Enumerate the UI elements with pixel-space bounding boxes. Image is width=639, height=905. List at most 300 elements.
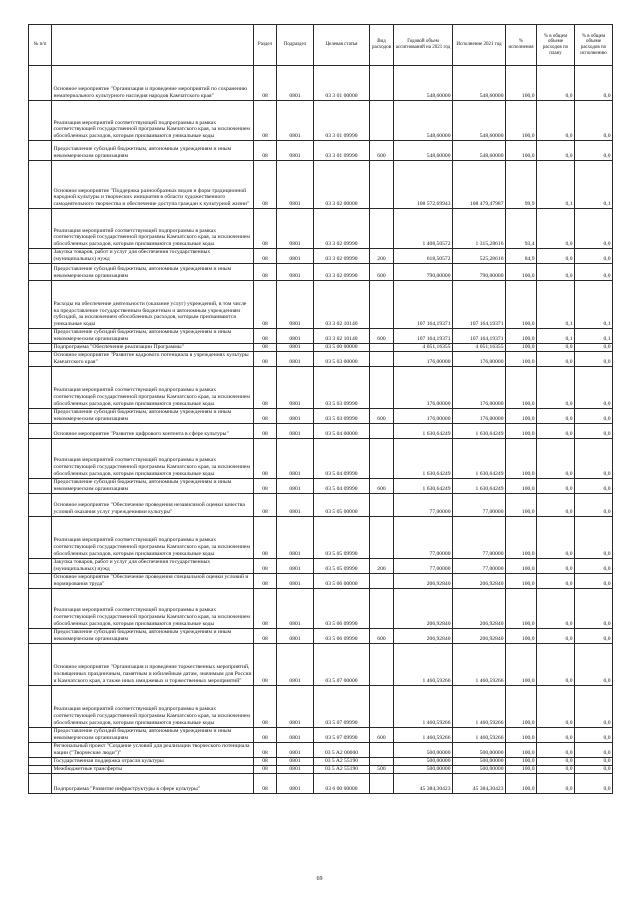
row-share-plan: 0,0 <box>537 643 575 685</box>
row-share-executed: 0,1 <box>575 329 613 344</box>
table-header-row <box>29 25 613 66</box>
row-subsection: 0801 <box>277 438 314 478</box>
row-plan: 45 384,30423 <box>394 773 453 793</box>
row-name: Предоставление субсидий бюджетным, автономным учреждениям и иным некоммерческим организациям <box>52 329 254 344</box>
row-subsection: 0801 <box>277 366 314 408</box>
table-row <box>29 628 613 643</box>
row-name: Основное мероприятие "Организация и проведение торжественных мероприятий, посвященных праздничным, памятным и юбилейным датам, значимым для России и Камчатского края, а также иных имиджевых и торжественных мероприятий" <box>52 643 254 685</box>
row-executed: 500,00000 <box>453 757 506 765</box>
row-plan: 1 460,59266 <box>394 727 453 742</box>
row-executed: 548,60000 <box>453 101 506 141</box>
row-percent: 100,0 <box>506 438 537 478</box>
row-expense-type <box>370 351 394 366</box>
row-name: Предоставление субсидий бюджетным, автономным учреждениям и иным некоммерческим организациям <box>52 478 254 493</box>
row-percent: 100,0 <box>506 493 537 516</box>
row-section: 08 <box>254 264 277 281</box>
table-row <box>29 493 613 516</box>
row-executed: 1 630,64249 <box>453 478 506 493</box>
row-share-plan: 0,1 <box>537 161 575 209</box>
row-plan: 206,92840 <box>394 573 453 588</box>
row-executed: 1 315,28616 <box>453 209 506 249</box>
row-number <box>29 643 52 685</box>
row-name: Основное мероприятие "Развитие кадрового потенциала в учреждениях культуры Камчатского края" <box>52 351 254 366</box>
row-plan: 548,60000 <box>394 66 453 101</box>
row-subsection: 0801 <box>277 423 314 438</box>
row-number <box>29 209 52 249</box>
table-body <box>29 66 613 794</box>
row-subsection: 0801 <box>277 343 314 351</box>
row-subsection: 0801 <box>277 558 314 573</box>
row-number <box>29 685 52 727</box>
table-row <box>29 727 613 742</box>
row-number <box>29 66 52 101</box>
row-subsection: 0801 <box>277 742 314 757</box>
row-section: 08 <box>254 765 277 773</box>
row-share-executed: 0,0 <box>575 366 613 408</box>
row-subsection: 0801 <box>277 643 314 685</box>
row-section: 08 <box>254 727 277 742</box>
header-share-executed: % в общем объеме расходов по исполнению <box>575 25 613 66</box>
row-subsection: 0801 <box>277 101 314 141</box>
row-share-plan: 0,0 <box>537 493 575 516</box>
row-share-plan: 0,0 <box>537 264 575 281</box>
row-target-article: 03 3 02 09990 <box>314 209 370 249</box>
row-executed: 500,00000 <box>453 742 506 757</box>
row-target-article: 03 3 02 09990 <box>314 264 370 281</box>
row-executed: 206,92840 <box>453 573 506 588</box>
row-target-article: 03 5 03 00000 <box>314 351 370 366</box>
row-subsection: 0801 <box>277 329 314 344</box>
row-share-executed: 0,0 <box>575 408 613 423</box>
row-share-plan: 0,0 <box>537 558 575 573</box>
row-number <box>29 558 52 573</box>
row-executed: 77,00000 <box>453 493 506 516</box>
row-number <box>29 628 52 643</box>
row-name: Реализация мероприятий соответствующей подпрограммы в рамках соответствующей государственной программы Камчатского края, за исключением обособленных расходов, которым присваиваются уникальные коды <box>52 438 254 478</box>
row-percent: 100,0 <box>506 478 537 493</box>
row-target-article: 03 5 05 00000 <box>314 493 370 516</box>
row-section: 08 <box>254 366 277 408</box>
row-share-executed: 0,0 <box>575 727 613 742</box>
row-number <box>29 493 52 516</box>
row-subsection: 0801 <box>277 478 314 493</box>
row-plan: 500,00000 <box>394 757 453 765</box>
row-section: 08 <box>254 101 277 141</box>
row-section: 08 <box>254 141 277 161</box>
row-name: Предоставление субсидий бюджетным, автономным учреждениям и иным некоммерческим организациям <box>52 408 254 423</box>
header-plan: Годовой объем ассигнований на 2021 год <box>394 25 453 66</box>
row-section: 08 <box>254 423 277 438</box>
row-name: Основное мероприятие "Развитие цифрового контента в сфере культуры" <box>52 423 254 438</box>
row-percent: 100,0 <box>506 281 537 329</box>
row-name: Расходы на обеспечение деятельности (оказание услуг) учреждений, в том числе на предоставление государственным бюджетным и автономным учреждениям субсидий, за исключением обособленных расходов, которым присваиваются уникальные коды <box>52 281 254 329</box>
row-share-executed: 0,0 <box>575 351 613 366</box>
row-share-plan: 0,0 <box>537 727 575 742</box>
row-executed: 525,28616 <box>453 249 506 264</box>
row-share-executed: 0,0 <box>575 588 613 628</box>
row-share-plan: 0,0 <box>537 66 575 101</box>
row-share-plan: 0,0 <box>537 209 575 249</box>
table-row <box>29 742 613 757</box>
header-name <box>52 25 254 66</box>
row-percent: 100,0 <box>506 329 537 344</box>
header-target-article: Целевая статья <box>314 25 370 66</box>
row-expense-type: 600 <box>370 408 394 423</box>
row-number <box>29 264 52 281</box>
row-expense-type: 600 <box>370 141 394 161</box>
table-row <box>29 773 613 793</box>
row-percent: 100,0 <box>506 573 537 588</box>
row-share-plan: 0,0 <box>537 343 575 351</box>
row-subsection: 0801 <box>277 493 314 516</box>
row-percent: 100,0 <box>506 351 537 366</box>
row-plan: 790,00000 <box>394 264 453 281</box>
row-expense-type: 600 <box>370 264 394 281</box>
row-expense-type <box>370 343 394 351</box>
row-share-executed: 0,0 <box>575 773 613 793</box>
row-share-plan: 0,0 <box>537 573 575 588</box>
row-share-executed: 0,0 <box>575 685 613 727</box>
row-expense-type <box>370 742 394 757</box>
row-share-plan: 0,0 <box>537 408 575 423</box>
row-expense-type <box>370 281 394 329</box>
row-executed: 176,00000 <box>453 351 506 366</box>
row-expense-type <box>370 161 394 209</box>
row-plan: 500,00000 <box>394 765 453 773</box>
row-name: Закупка товаров, работ и услуг для обеспечения государственных (муниципальных) нужд <box>52 558 254 573</box>
row-section: 08 <box>254 773 277 793</box>
row-executed: 1 460,59266 <box>453 643 506 685</box>
row-plan: 500,00000 <box>394 742 453 757</box>
table-row <box>29 249 613 264</box>
table-row <box>29 685 613 727</box>
row-section: 08 <box>254 66 277 101</box>
row-expense-type <box>370 516 394 558</box>
row-share-executed: 0,0 <box>575 264 613 281</box>
header-subsection: Подраздел <box>277 25 314 66</box>
row-executed: 500,00000 <box>453 765 506 773</box>
row-name: Реализация мероприятий соответствующей подпрограммы в рамках соответствующей государственной программы Камчатского края, за исключением обособленных расходов, которым присваиваются уникальные коды <box>52 209 254 249</box>
row-percent: 100,0 <box>506 516 537 558</box>
row-expense-type <box>370 588 394 628</box>
row-share-plan: 0,0 <box>537 438 575 478</box>
row-number <box>29 329 52 344</box>
row-target-article: 03 5 06 09990 <box>314 588 370 628</box>
row-executed: 548,60000 <box>453 141 506 161</box>
row-share-plan: 0,0 <box>537 141 575 161</box>
row-executed: 1 630,64249 <box>453 438 506 478</box>
row-section: 08 <box>254 588 277 628</box>
row-subsection: 0801 <box>277 141 314 161</box>
row-section: 08 <box>254 742 277 757</box>
row-number <box>29 757 52 765</box>
row-name: Предоставление субсидий бюджетным, автономным учреждениям и иным некоммерческим организациям <box>52 264 254 281</box>
row-expense-type: 600 <box>370 628 394 643</box>
table-row <box>29 66 613 101</box>
row-number <box>29 478 52 493</box>
row-expense-type <box>370 493 394 516</box>
row-target-article: 03 5 05 09990 <box>314 558 370 573</box>
row-target-article: 03 6 00 00000 <box>314 773 370 793</box>
row-share-executed: 0,0 <box>575 765 613 773</box>
row-subsection: 0801 <box>277 249 314 264</box>
row-plan: 1 630,64249 <box>394 423 453 438</box>
row-share-plan: 0,0 <box>537 423 575 438</box>
row-percent: 99,9 <box>506 161 537 209</box>
row-name: Основное мероприятие "Обеспечение проведения специальной оценки условий и нормирования труда" <box>52 573 254 588</box>
row-name: Реализация мероприятий соответствующей подпрограммы в рамках соответствующей государственной программы Камчатского края, за исключением обособленных расходов, которым присваиваются уникальные коды <box>52 685 254 727</box>
row-expense-type: 600 <box>370 727 394 742</box>
row-name: Реализация мероприятий соответствующей подпрограммы в рамках соответствующей государственной программы Камчатского края, за исключением обособленных расходов, которым присваиваются уникальные коды <box>52 101 254 141</box>
table-row <box>29 329 613 344</box>
row-name: Региональный проект "Создание условий для реализации творческого потенциала нации ("Творческие люди")" <box>52 742 254 757</box>
row-subsection: 0801 <box>277 66 314 101</box>
row-share-plan: 0,1 <box>537 329 575 344</box>
row-executed: 4 051,16355 <box>453 343 506 351</box>
row-expense-type <box>370 757 394 765</box>
row-share-plan: 0,0 <box>537 351 575 366</box>
row-share-plan: 0,0 <box>537 742 575 757</box>
row-executed: 176,00000 <box>453 408 506 423</box>
table-row <box>29 643 613 685</box>
row-target-article: 03 5 06 00000 <box>314 573 370 588</box>
row-section: 08 <box>254 351 277 366</box>
row-percent: 100,0 <box>506 742 537 757</box>
row-share-plan: 0,0 <box>537 685 575 727</box>
row-target-article: 03 3 02 00000 <box>314 161 370 209</box>
row-section: 08 <box>254 281 277 329</box>
row-plan: 176,00000 <box>394 366 453 408</box>
row-percent: 100,0 <box>506 66 537 101</box>
row-target-article: 03 5 07 09990 <box>314 685 370 727</box>
row-percent: 100,0 <box>506 628 537 643</box>
header-percent: % исполнения <box>506 25 537 66</box>
row-section: 08 <box>254 558 277 573</box>
row-share-executed: 0,0 <box>575 478 613 493</box>
row-number <box>29 423 52 438</box>
row-expense-type <box>370 685 394 727</box>
row-expense-type <box>370 573 394 588</box>
row-executed: 108 479,47987 <box>453 161 506 209</box>
row-plan: 206,92840 <box>394 588 453 628</box>
row-target-article: 03 3 01 09990 <box>314 101 370 141</box>
row-expense-type: 200 <box>370 249 394 264</box>
header-no: № п/п <box>29 25 52 66</box>
row-plan: 77,00000 <box>394 558 453 573</box>
row-target-article: 03 5 07 00000 <box>314 643 370 685</box>
table-row <box>29 438 613 478</box>
row-share-executed: 0,0 <box>575 516 613 558</box>
row-percent: 100,0 <box>506 765 537 773</box>
table-row <box>29 478 613 493</box>
row-percent: 100,0 <box>506 264 537 281</box>
row-plan: 176,00000 <box>394 351 453 366</box>
header-executed: Исполнение 2021 год <box>453 25 506 66</box>
row-executed: 77,00000 <box>453 558 506 573</box>
row-number <box>29 141 52 161</box>
table-row <box>29 765 613 773</box>
row-executed: 45 384,30423 <box>453 773 506 793</box>
row-section: 08 <box>254 209 277 249</box>
row-percent: 84,9 <box>506 249 537 264</box>
row-section: 08 <box>254 478 277 493</box>
row-target-article: 03 3 02 10140 <box>314 329 370 344</box>
row-subsection: 0801 <box>277 351 314 366</box>
row-number <box>29 343 52 351</box>
table-row <box>29 264 613 281</box>
row-plan: 618,50572 <box>394 249 453 264</box>
row-executed: 206,92840 <box>453 588 506 628</box>
row-executed: 1 460,59266 <box>453 685 506 727</box>
row-number <box>29 249 52 264</box>
row-name: Основное мероприятие "Поддержка разнообразных видов и форм традиционной народной культуры и творческих инициатив в области художественного самодеятельного творчества и обеспечение доступа граждан к культурной жизни" <box>52 161 254 209</box>
row-section: 08 <box>254 408 277 423</box>
row-subsection: 0801 <box>277 209 314 249</box>
row-number <box>29 408 52 423</box>
row-percent: 100,0 <box>506 408 537 423</box>
row-share-executed: 0,0 <box>575 438 613 478</box>
row-share-plan: 0,0 <box>537 516 575 558</box>
row-number <box>29 742 52 757</box>
row-expense-type <box>370 773 394 793</box>
row-share-executed: 0,0 <box>575 493 613 516</box>
row-number <box>29 366 52 408</box>
row-plan: 107 164,19371 <box>394 281 453 329</box>
row-number <box>29 573 52 588</box>
row-plan: 1 460,59266 <box>394 643 453 685</box>
row-section: 08 <box>254 643 277 685</box>
table-row <box>29 209 613 249</box>
row-subsection: 0801 <box>277 773 314 793</box>
row-target-article: 03 3 01 09990 <box>314 141 370 161</box>
table-row <box>29 588 613 628</box>
row-share-plan: 0,0 <box>537 757 575 765</box>
row-percent: 100,0 <box>506 423 537 438</box>
row-number <box>29 438 52 478</box>
row-share-plan: 0,0 <box>537 628 575 643</box>
row-share-executed: 0,1 <box>575 161 613 209</box>
row-percent: 93,4 <box>506 209 537 249</box>
row-name: Реализация мероприятий соответствующей подпрограммы в рамках соответствующей государственной программы Камчатского края, за исключением обособленных расходов, которым присваиваются уникальные коды <box>52 516 254 558</box>
row-percent: 100,0 <box>506 643 537 685</box>
row-plan: 548,60000 <box>394 141 453 161</box>
row-expense-type: 200 <box>370 558 394 573</box>
row-percent: 100,0 <box>506 757 537 765</box>
row-name: Реализация мероприятий соответствующей подпрограммы в рамках соответствующей государственной программы Камчатского края, за исключением обособленных расходов, которым присваиваются уникальные коды <box>52 366 254 408</box>
row-section: 08 <box>254 685 277 727</box>
row-share-executed: 0,0 <box>575 573 613 588</box>
row-target-article: 03 3 02 10140 <box>314 281 370 329</box>
row-number <box>29 765 52 773</box>
budget-execution-table <box>28 24 613 794</box>
row-percent: 100,0 <box>506 727 537 742</box>
row-section: 08 <box>254 249 277 264</box>
table-row <box>29 757 613 765</box>
row-share-executed: 0,0 <box>575 249 613 264</box>
row-subsection: 0801 <box>277 161 314 209</box>
row-expense-type <box>370 423 394 438</box>
row-plan: 108 572,69943 <box>394 161 453 209</box>
row-expense-type: 600 <box>370 478 394 493</box>
row-number <box>29 161 52 209</box>
row-executed: 206,92840 <box>453 628 506 643</box>
table-row <box>29 366 613 408</box>
row-section: 08 <box>254 343 277 351</box>
table-row <box>29 573 613 588</box>
table-row <box>29 161 613 209</box>
row-executed: 176,00000 <box>453 366 506 408</box>
table-row <box>29 141 613 161</box>
row-percent: 100,0 <box>506 343 537 351</box>
row-share-executed: 0,0 <box>575 209 613 249</box>
row-subsection: 0801 <box>277 408 314 423</box>
row-percent: 100,0 <box>506 773 537 793</box>
row-number <box>29 588 52 628</box>
row-name: Предоставление субсидий бюджетным, автономным учреждениям и иным некоммерческим организациям <box>52 727 254 742</box>
row-number <box>29 773 52 793</box>
row-target-article: 03 5 04 09990 <box>314 438 370 478</box>
row-target-article: 03 5 03 09990 <box>314 408 370 423</box>
row-section: 08 <box>254 757 277 765</box>
row-section: 08 <box>254 438 277 478</box>
row-number <box>29 727 52 742</box>
row-plan: 1 460,59266 <box>394 685 453 727</box>
row-executed: 107 164,19371 <box>453 281 506 329</box>
row-share-executed: 0,0 <box>575 757 613 765</box>
row-share-executed: 0,0 <box>575 141 613 161</box>
row-share-plan: 0,0 <box>537 588 575 628</box>
row-plan: 1 630,64249 <box>394 478 453 493</box>
header-expense-type: Вид расходов <box>370 25 394 66</box>
header-share-plan: % в общем объеме расходов по плану <box>537 25 575 66</box>
row-target-article: 03 5 06 09990 <box>314 628 370 643</box>
row-executed: 1 630,64249 <box>453 423 506 438</box>
row-executed: 1 460,59266 <box>453 727 506 742</box>
row-plan: 77,00000 <box>394 493 453 516</box>
table-row <box>29 281 613 329</box>
row-subsection: 0801 <box>277 588 314 628</box>
table-row <box>29 408 613 423</box>
row-share-executed: 0,0 <box>575 558 613 573</box>
row-plan: 206,92840 <box>394 628 453 643</box>
row-share-plan: 0,0 <box>537 249 575 264</box>
row-share-plan: 0,0 <box>537 765 575 773</box>
row-subsection: 0801 <box>277 264 314 281</box>
row-section: 08 <box>254 516 277 558</box>
row-name: Закупка товаров, работ и услуг для обеспечения государственных (муниципальных) нужд <box>52 249 254 264</box>
row-target-article: 03 3 01 00000 <box>314 66 370 101</box>
row-share-executed: 0,0 <box>575 643 613 685</box>
row-percent: 100,0 <box>506 685 537 727</box>
row-share-plan: 0,0 <box>537 366 575 408</box>
row-name: Подпрограмма "Обеспечение реализации Программы" <box>52 343 254 351</box>
row-name: Государственная поддержка отрасли культуры <box>52 757 254 765</box>
row-expense-type <box>370 438 394 478</box>
row-expense-type <box>370 643 394 685</box>
row-number <box>29 101 52 141</box>
row-target-article: 03 5 A2 55190 <box>314 757 370 765</box>
row-percent: 100,0 <box>506 141 537 161</box>
row-plan: 1 408,50572 <box>394 209 453 249</box>
row-number <box>29 351 52 366</box>
row-name: Предоставление субсидий бюджетным, автономным учреждениям и иным некоммерческим организациям <box>52 628 254 643</box>
row-subsection: 0801 <box>277 516 314 558</box>
table-row <box>29 351 613 366</box>
row-name: Подпрограмма "Развитие инфраструктуры в сфере культуры" <box>52 773 254 793</box>
row-plan: 4 051,16355 <box>394 343 453 351</box>
row-subsection: 0801 <box>277 573 314 588</box>
row-number <box>29 281 52 329</box>
